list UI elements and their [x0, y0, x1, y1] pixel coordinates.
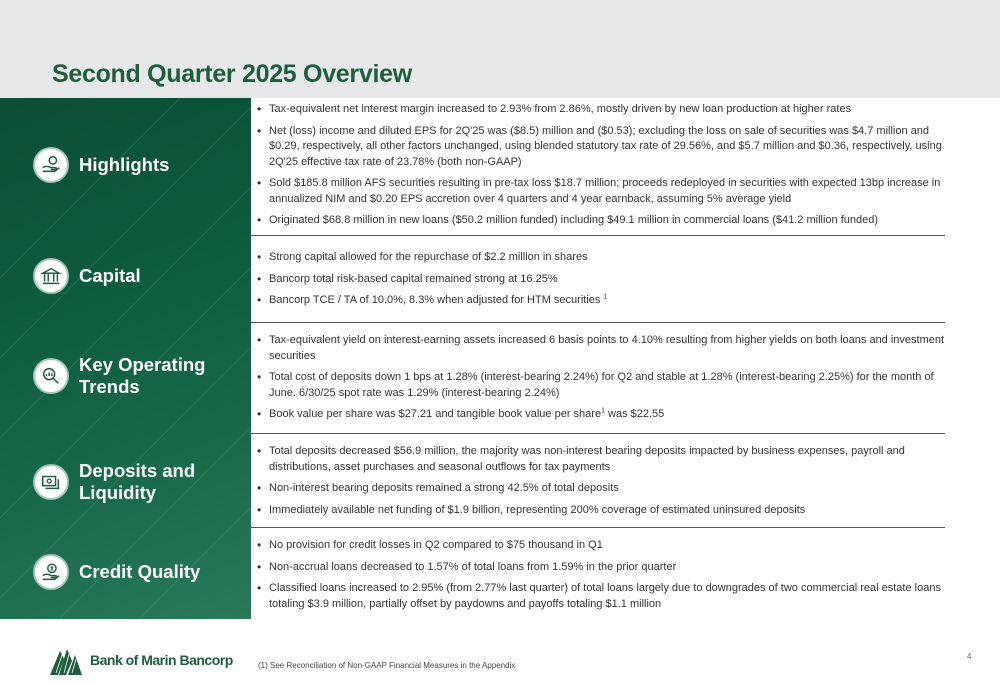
- page-number: 4: [967, 652, 972, 661]
- category-label: Deposits and Liquidity: [79, 460, 196, 503]
- bullet-item: [251, 407, 945, 423]
- section-credit-quality: [251, 538, 945, 618]
- logo-text: Bank of Marin Bancorp: [90, 652, 233, 668]
- footnote: (1) See Reconciliation of Non-GAAP Financial Measures in the Appendix: [258, 661, 516, 670]
- hand-dollar-icon: [33, 554, 69, 590]
- bullet-item: • Strong capital allowed for the repurchase of $2.2 million in shares: [251, 250, 945, 266]
- category-deposits-liquidity: [33, 460, 219, 504]
- bullet-text: Bancorp TCE / TA of 10.0%, 8.3% when adjusted for HTM securities: [269, 294, 601, 306]
- category-label: Highlights: [79, 154, 170, 175]
- footnote-marker: 1: [603, 293, 608, 301]
- bullet-item: • Net (loss) income and diluted EPS for 2Q'25 was ($8.5) million and ($0.53); excluding the loss on sale of securities was $4.7 million and $0.29, respectively, all other factors unchanged, using blended statutory tax rate of 29.56%, and $5.7 million and $0.36, respectively, using 2Q'25 effective tax rate of 23.78% (both non-GAAP): [251, 124, 945, 171]
- category-highlights: [33, 147, 219, 183]
- bullet-item: • Sold $185.8 million AFS securities resulting in pre-tax loss $18.7 million; proceeds redeployed in securities with expected 13bp increase in annualized NIM and $0.20 EPS accretion over 4 quarters and 4 year earnback, assuming 5% average yield: [251, 176, 945, 207]
- category-credit-quality: [33, 554, 219, 590]
- category-label: Credit Quality: [79, 561, 201, 582]
- logo-mountains-icon: [50, 645, 86, 675]
- section-highlights: [251, 102, 945, 236]
- section-key-operating-trends: [251, 333, 945, 434]
- category-label: Key Operating Trends: [79, 354, 206, 397]
- category-capital: [33, 258, 219, 294]
- bullet-item: • Classified loans increased to 2.95% (from 2.77% last quarter) of total loans largely due to downgrades of two commercial real estate loans totaling $3.9 million, partially offset by paydowns and payoffs totaling $1.1 million: [251, 581, 945, 612]
- bullet-item: • Originated $68.8 million in new loans ($50.2 million funded) including $49.1 million in commercial loans ($41.2 million funded): [251, 213, 945, 229]
- category-key-operating-trends: [33, 354, 219, 398]
- bullet-text: Book value per share was $27.21 and tangible book value per share: [269, 408, 602, 420]
- bullet-item: • Immediately available net funding of $1.9 billion, representing 200% coverage of estimated uninsured deposits: [251, 503, 945, 519]
- category-label: Capital: [79, 265, 141, 286]
- bullet-item: • Bancorp total risk-based capital remained strong at 16.25%: [251, 272, 945, 288]
- page-title: Second Quarter 2025 Overview: [52, 60, 412, 88]
- category-sidebar: [0, 98, 251, 619]
- section-deposits-liquidity: [251, 444, 945, 528]
- bullet-item: • Total cost of deposits down 1 bps at 1.28% (interest-bearing 2.24%) for Q2 and stable at 1.28% (interest-bearing 2.25%) for the month of June. 6/30/25 spot rate was 1.29% (interest-bearing 2.24%): [251, 370, 945, 401]
- bullet-text: was $22.55: [604, 408, 665, 420]
- bullet-item: • No provision for credit losses in Q2 compared to $75 thousand in Q1: [251, 538, 945, 554]
- company-logo: [50, 645, 233, 675]
- footnote-marker: 1: [601, 407, 605, 415]
- bullet-item: • Non-accrual loans decreased to 1.57% of total loans from 1.59% in the prior quarter: [251, 560, 945, 576]
- bullet-item: • Tax-equivalent yield on interest-earning assets increased 6 basis points to 4.10% resulting from higher yields on both loans and investment securities: [251, 333, 945, 364]
- bank-building-icon: [33, 258, 69, 294]
- magnifier-chart-icon: [33, 358, 69, 394]
- bullet-item: • Total deposits decreased $56.9 million, the majority was non-interest bearing deposits impacted by business expenses, payroll and distributions, asset purchases and seasonal outflows for tax payments: [251, 444, 945, 475]
- cash-stack-icon: [33, 464, 69, 500]
- hand-money-icon: [33, 147, 69, 183]
- bullet-item: [251, 293, 945, 309]
- bullet-item: • Non-interest bearing deposits remained a strong 42.5% of total deposits: [251, 481, 945, 497]
- bullet-item: • Tax-equivalent net interest margin increased to 2.93% from 2.86%, mostly driven by new loan production at higher rates: [251, 102, 945, 118]
- section-capital: [251, 250, 945, 323]
